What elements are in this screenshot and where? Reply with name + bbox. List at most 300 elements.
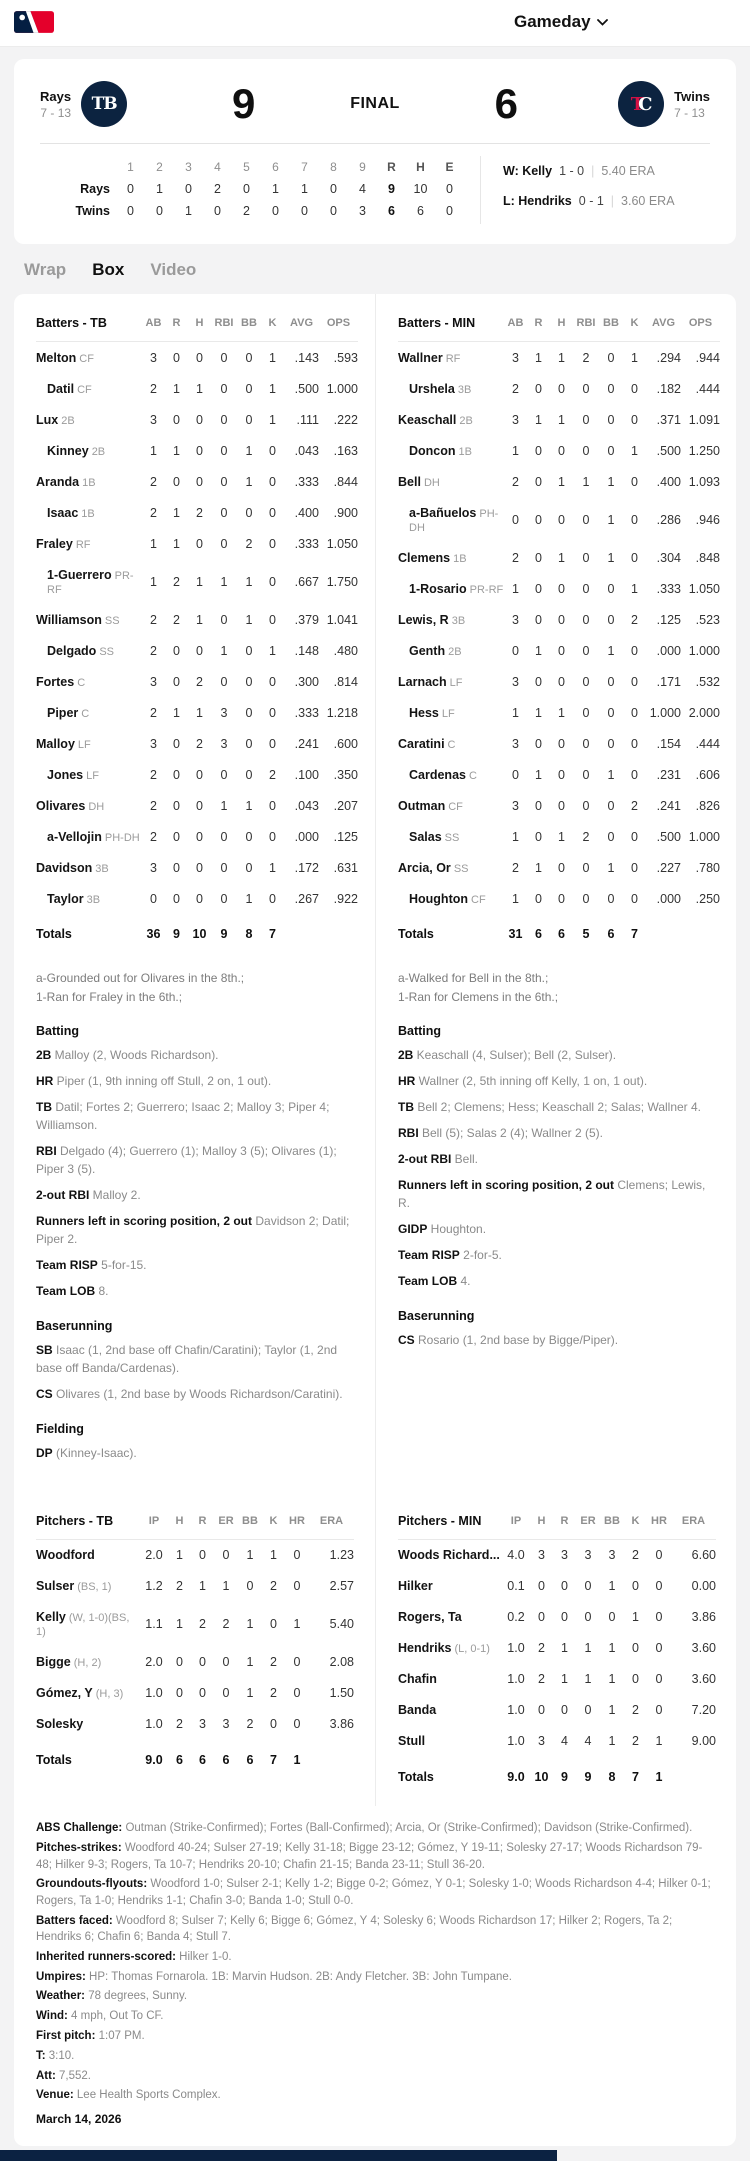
player-name[interactable]: Banda <box>398 1703 437 1718</box>
stat-cell: 0 <box>269 705 276 720</box>
pitchers-table <box>398 1506 716 1793</box>
player-name[interactable]: Malloy <box>36 736 75 751</box>
stat-cell: 1.0 <box>145 1686 163 1701</box>
stat-cell: 3 <box>150 350 157 365</box>
batter-row <box>398 666 720 697</box>
player-position: LF <box>441 707 455 720</box>
stat-cell: 0 <box>535 512 542 527</box>
player-name[interactable]: Kelly <box>36 1610 66 1625</box>
pitcher-qualifier: (H, 3) <box>95 1688 124 1701</box>
stat-cell: .000 <box>656 891 681 906</box>
stat-cell: 0 <box>173 643 180 658</box>
player-name[interactable]: 1-Guerrero <box>47 567 112 582</box>
player-name[interactable]: Fraley <box>36 536 73 551</box>
stat-cell: 1 <box>196 574 203 589</box>
stat-cell: 0 <box>196 891 203 906</box>
tab-wrap[interactable]: Wrap <box>24 260 67 279</box>
player-cell <box>398 1726 502 1757</box>
player-name[interactable]: Davidson <box>36 860 93 875</box>
stat-cell: .946 <box>695 512 720 527</box>
stat-cell: .523 <box>695 612 720 627</box>
player-cell <box>398 1571 502 1602</box>
batter-row <box>398 604 720 635</box>
player-name[interactable]: Hilker <box>398 1579 433 1594</box>
totals-row <box>36 914 358 950</box>
stat-cell: 1 <box>607 550 615 565</box>
player-name[interactable]: Datil <box>47 381 75 396</box>
stat-cell: 1 <box>173 505 180 520</box>
player-name[interactable]: Gómez, Y <box>36 1686 93 1701</box>
player-name[interactable]: Solesky <box>36 1717 84 1732</box>
stat-cell: 0 <box>220 350 228 365</box>
note-label: DP <box>36 1445 53 1460</box>
inning-header: R <box>387 160 396 174</box>
player-cell <box>36 1678 140 1709</box>
game-note-label: Inherited runners-scored: <box>36 1950 176 1963</box>
player-name[interactable]: Sulser <box>36 1579 75 1594</box>
stat-cell: 0 <box>199 1655 206 1670</box>
stat-cell: 0 <box>196 412 203 427</box>
stat-cell: 2 <box>150 798 157 813</box>
stat-cell: 2 <box>270 1686 277 1701</box>
linescore-team-header <box>44 156 116 178</box>
inning-value: 1 <box>272 182 279 196</box>
stat-cell: 1 <box>173 443 180 458</box>
totals-cell: 31 <box>508 927 523 941</box>
top-nav-bar <box>0 0 750 47</box>
batter-row <box>36 373 358 404</box>
stat-cell: 0 <box>607 581 615 596</box>
stat-cell: 1.000 <box>688 829 720 844</box>
stat-cell: 0 <box>196 767 203 782</box>
gameday-label: Gameday <box>514 12 591 31</box>
totals-cell: 5 <box>582 927 590 941</box>
player-name[interactable]: Woodford <box>36 1548 95 1563</box>
pitchers-title: Pitchers - MIN <box>398 1506 502 1540</box>
stat-cell: 2 <box>631 798 638 813</box>
player-position: SS <box>453 862 469 875</box>
stat-cell: .900 <box>333 505 358 520</box>
player-name[interactable]: Williamson <box>36 612 102 627</box>
inning-header: 5 <box>243 160 250 174</box>
stat-cell: 3 <box>150 860 157 875</box>
totals-cell: 9 <box>220 927 228 941</box>
player-position: C <box>468 769 477 782</box>
player-name[interactable]: Stull <box>398 1734 426 1749</box>
stat-cell: .371 <box>656 412 681 427</box>
player-name[interactable]: Doncon <box>409 443 456 458</box>
player-name[interactable]: Melton <box>36 350 77 365</box>
column-header: BB <box>238 1506 262 1540</box>
player-cell <box>398 435 504 466</box>
player-cell <box>36 435 142 466</box>
stat-cell: 1 <box>196 381 203 396</box>
batter-row <box>36 435 358 466</box>
stat-cell: 1 <box>245 474 253 489</box>
player-name[interactable]: Bell <box>398 474 421 489</box>
note-line: SB Isaac (1, 2nd base off Chafin/Caratini); Taylor (1, 2nd base off Banda/Cardenas). <box>36 1342 338 1375</box>
player-position: RF <box>445 352 461 365</box>
inning-value: 2 <box>214 182 221 196</box>
stat-cell: 0 <box>631 643 638 658</box>
totals-cell: 7 <box>632 1769 639 1784</box>
stat-cell: 1.050 <box>326 536 358 551</box>
note-label: TB <box>36 1099 52 1114</box>
batter-row <box>36 728 358 759</box>
stat-cell: 1 <box>632 1610 639 1625</box>
note-line: RBI Bell (5); Salas 2 (4); Wallner 2 (5). <box>398 1125 603 1140</box>
player-name[interactable]: Keaschall <box>398 412 457 427</box>
notes-section-title: Batting <box>36 1023 80 1038</box>
batter-row <box>36 342 358 374</box>
stat-cell: 1 <box>246 1548 254 1563</box>
linescore-team: Rays <box>80 182 110 196</box>
stat-cell: 3.86 <box>329 1717 354 1732</box>
player-position: 2B <box>91 445 106 458</box>
away-team-name: Rays <box>40 88 72 104</box>
twins-logo[interactable]: TC <box>618 81 664 127</box>
stat-cell: 0 <box>607 612 615 627</box>
stat-cell: 0 <box>220 767 228 782</box>
player-name[interactable]: Houghton <box>409 891 469 906</box>
inning-header: H <box>416 160 425 174</box>
player-name[interactable]: 1-Rosario <box>409 581 467 596</box>
home-team-record: 7 - 13 <box>674 105 705 120</box>
batter-row <box>36 559 358 604</box>
column-header: AVG <box>646 308 681 342</box>
player-cell <box>36 821 142 852</box>
note-line: Runners left in scoring position, 2 out Clemens; Lewis, R. <box>398 1177 706 1210</box>
substitution-note: 1-Ran for Clemens in the 6th.; <box>398 989 559 1004</box>
stat-cell: 0 <box>631 891 638 906</box>
stat-cell: 1 <box>558 412 565 427</box>
stat-cell: 0 <box>584 1703 592 1718</box>
stat-cell: 3 <box>220 736 228 751</box>
totals-label: Totals <box>36 927 72 941</box>
rays-logo[interactable]: TB <box>81 81 127 127</box>
stat-cell: 0 <box>220 443 228 458</box>
stat-cell: 0 <box>582 550 590 565</box>
stat-cell: .125 <box>333 829 358 844</box>
inning-header: 4 <box>214 160 221 174</box>
losing-pitcher: L: Hendriks 0 - 1 | 3.60 ERA <box>503 194 675 208</box>
stat-cell: 0 <box>558 674 565 689</box>
stat-cell: 0 <box>293 1717 301 1732</box>
stat-cell: 0 <box>632 1579 639 1594</box>
stat-cell: 0 <box>655 1548 663 1563</box>
stat-cell: 0 <box>631 550 638 565</box>
note-label: HR <box>398 1073 416 1088</box>
totals-cell: 6 <box>607 927 615 941</box>
totals-label: Totals <box>36 1752 72 1767</box>
totals-cell <box>319 914 358 950</box>
stat-cell: .143 <box>294 350 319 365</box>
pitcher-row <box>36 1539 354 1571</box>
stat-cell: .400 <box>294 505 319 520</box>
stat-cell: 0 <box>561 1610 568 1625</box>
column-header: BB <box>599 308 623 342</box>
player-name[interactable]: Olivares <box>36 798 86 813</box>
stat-cell: 0 <box>632 1672 639 1687</box>
stat-cell: 2.000 <box>688 705 720 720</box>
stat-cell: 0 <box>631 512 638 527</box>
stat-cell: 2 <box>196 736 203 751</box>
stat-cell: .300 <box>294 674 319 689</box>
player-position: 1B <box>453 552 467 565</box>
player-name[interactable]: a-Bañuelos <box>409 505 477 520</box>
stat-cell: 3 <box>608 1548 616 1563</box>
column-header: AB <box>504 308 527 342</box>
column-header: H <box>550 308 573 342</box>
pitcher-decisions <box>480 156 736 224</box>
player-cell <box>398 342 504 374</box>
stat-cell: 1 <box>608 1641 616 1656</box>
stat-cell: 1 <box>561 1641 568 1656</box>
column-header: R <box>527 308 550 342</box>
player-name[interactable]: Hess <box>409 705 439 720</box>
player-name[interactable]: Cardenas <box>409 767 466 782</box>
stat-cell: 0 <box>582 612 590 627</box>
stat-cell: 0 <box>607 350 615 365</box>
stat-cell: .500 <box>656 829 681 844</box>
mlb-logo[interactable] <box>14 11 54 38</box>
stat-cell: 0 <box>631 736 638 751</box>
column-header: AVG <box>284 308 319 342</box>
player-position: 2B <box>61 414 75 427</box>
note-line: 2-out RBI Malloy 2. <box>36 1187 141 1202</box>
pitcher-qualifier: (H, 2) <box>73 1657 102 1670</box>
player-cell <box>36 666 142 697</box>
totals-cell: 10 <box>192 927 207 941</box>
gameday-menu[interactable] <box>514 12 608 32</box>
stat-cell: .207 <box>333 798 358 813</box>
tab-box[interactable]: Box <box>92 260 125 279</box>
stat-cell: .286 <box>656 512 681 527</box>
player-name[interactable]: Fortes <box>36 674 75 689</box>
stat-cell: 2 <box>269 767 276 782</box>
stat-cell: 2 <box>512 550 519 565</box>
player-name[interactable]: Delgado <box>47 643 97 658</box>
home-team <box>542 81 710 127</box>
game-note-label: Pitches-strikes: <box>36 1842 122 1855</box>
stat-cell: .606 <box>695 767 720 782</box>
stat-cell: 0 <box>173 798 180 813</box>
player-name[interactable]: Piper <box>47 705 79 720</box>
inning-header: 3 <box>185 160 192 174</box>
game-note-line: Inherited runners-scored: Hilker 1-0. <box>36 1950 232 1963</box>
stat-cell: 0 <box>631 705 638 720</box>
stat-cell: 2 <box>632 1703 639 1718</box>
pitcher-row <box>36 1647 354 1678</box>
stat-cell: 0 <box>582 581 590 596</box>
player-name[interactable]: Jones <box>47 767 84 782</box>
pitcher-row <box>398 1695 716 1726</box>
stat-cell: 1 <box>561 1672 568 1687</box>
note-label: TB <box>398 1099 414 1114</box>
stat-cell: 1 <box>607 512 615 527</box>
stat-cell: 2 <box>176 1717 183 1732</box>
stat-cell: 2 <box>632 1734 639 1749</box>
player-name[interactable]: Arcia, Or <box>398 860 451 875</box>
pitcher-row <box>36 1602 354 1647</box>
pitcher-qualifier: (BS, 1) <box>77 1581 112 1594</box>
stat-cell: 4.0 <box>507 1548 525 1563</box>
game-note-line: Att: 7,552. <box>36 2069 91 2082</box>
player-name[interactable]: Larnach <box>398 674 447 689</box>
stat-cell: 0 <box>173 474 180 489</box>
stat-cell: .532 <box>695 674 720 689</box>
game-note-label: Umpires: <box>36 1970 86 1983</box>
player-name[interactable]: Hendriks <box>398 1641 452 1656</box>
player-cell <box>36 1647 140 1678</box>
stat-cell: 0 <box>582 512 590 527</box>
stat-cell: 1.000 <box>649 705 681 720</box>
note-label: GIDP <box>398 1221 428 1236</box>
column-header: H <box>188 308 211 342</box>
player-name[interactable]: Rogers, Ta <box>398 1610 462 1625</box>
home-team-name: Twins <box>674 88 710 104</box>
stat-cell: 0 <box>535 550 542 565</box>
note-line: CS Rosario (1, 2nd base by Bigge/Piper). <box>398 1332 619 1347</box>
player-name[interactable]: Clemens <box>398 550 451 565</box>
inning-header: 1 <box>127 160 134 174</box>
stat-cell: 0.2 <box>507 1610 525 1625</box>
player-name[interactable]: Lewis, R <box>398 612 449 627</box>
stat-cell: 0 <box>582 891 590 906</box>
stat-cell: 1.2 <box>145 1579 163 1594</box>
game-note-line: Venue: Lee Health Sports Complex. <box>36 2089 221 2102</box>
stat-cell: 1 <box>607 643 615 658</box>
stat-cell: 0 <box>584 1579 592 1594</box>
note-line: HR Wallner (2, 5th inning off Kelly, 1 on, 1 out). <box>398 1073 648 1088</box>
player-name[interactable]: Isaac <box>47 505 79 520</box>
stat-cell: 0 <box>535 891 542 906</box>
stat-cell: 1 <box>173 381 180 396</box>
player-name[interactable]: Wallner <box>398 350 443 365</box>
game-note-line: Wind: 4 mph, Out To CF. <box>36 2010 164 2023</box>
stat-cell: 2.08 <box>329 1655 354 1670</box>
stat-cell: 0 <box>582 798 590 813</box>
player-name[interactable]: Urshela <box>409 381 455 396</box>
totals-label: Totals <box>398 927 434 941</box>
note-line: 2-out RBI Bell. <box>398 1151 479 1166</box>
player-name[interactable]: Outman <box>398 798 446 813</box>
player-name[interactable]: Bigge <box>36 1655 71 1670</box>
player-name[interactable]: Caratini <box>398 736 445 751</box>
tab-video[interactable]: Video <box>150 260 197 279</box>
note-label: 2-out RBI <box>36 1187 90 1202</box>
stat-cell: 2 <box>196 505 203 520</box>
stat-cell: 0 <box>607 705 615 720</box>
stat-cell: 3 <box>220 705 228 720</box>
player-cell <box>36 635 142 666</box>
note-label: Runners left in scoring position, 2 out <box>36 1213 253 1228</box>
pitcher-row <box>36 1678 354 1709</box>
stat-cell: 2 <box>582 829 590 844</box>
stat-cell: 0 <box>512 767 519 782</box>
player-name[interactable]: Taylor <box>47 891 84 906</box>
stat-cell: .172 <box>294 860 319 875</box>
stat-cell: 2 <box>150 829 157 844</box>
stat-cell: 3 <box>538 1548 545 1563</box>
stat-cell: 2 <box>150 643 157 658</box>
pitchers-section <box>14 1476 736 1807</box>
player-name[interactable]: Chafin <box>398 1672 437 1687</box>
stat-cell: 0 <box>222 1655 230 1670</box>
stat-cell: 0 <box>173 860 180 875</box>
stat-cell: .111 <box>296 412 319 427</box>
stat-cell: .480 <box>333 643 358 658</box>
stat-cell: 1 <box>270 1548 277 1563</box>
stat-cell: 1 <box>220 574 228 589</box>
stat-cell: 0 <box>631 829 638 844</box>
stat-cell: 1 <box>607 474 615 489</box>
player-cell <box>398 1695 502 1726</box>
player-position: CF <box>448 800 463 813</box>
player-name[interactable]: Woods Richard... <box>398 1548 500 1563</box>
stat-cell: 0 <box>269 674 276 689</box>
stat-cell: 0 <box>173 891 180 906</box>
totals-cell: 8 <box>245 927 253 941</box>
stat-cell: .944 <box>695 350 720 365</box>
stat-cell: 2 <box>173 612 180 627</box>
stat-cell: 1 <box>222 1579 230 1594</box>
column-header: H <box>168 1506 191 1540</box>
stat-cell: 1 <box>220 643 228 658</box>
stat-cell: 0 <box>582 860 590 875</box>
stat-cell: 2 <box>270 1579 277 1594</box>
stat-cell: 1 <box>608 1703 616 1718</box>
game-note-line: ABS Challenge: Outman (Strike-Confirmed); Fortes (Ball-Confirmed); Arcia, Or (Strike-Confirmed); Davidson (Strike-Confirmed). <box>36 1822 693 1835</box>
stat-cell: 3 <box>584 1548 592 1563</box>
runs-value: 9 <box>388 182 395 196</box>
stat-cell: 0 <box>582 381 590 396</box>
stat-cell: 0 <box>173 674 180 689</box>
note-label: SB <box>36 1342 53 1357</box>
note-label: HR <box>36 1073 54 1088</box>
player-name[interactable]: a-Vellojin <box>47 829 102 844</box>
column-header: RBI <box>211 308 237 342</box>
player-name[interactable]: Kinney <box>47 443 89 458</box>
totals-cell <box>646 914 681 950</box>
stat-cell: 0 <box>584 1610 592 1625</box>
player-cell <box>36 1571 140 1602</box>
batter-row <box>398 697 720 728</box>
box-score-card <box>14 294 736 2146</box>
batter-row <box>36 697 358 728</box>
player-cell <box>398 821 504 852</box>
stat-cell: 1 <box>269 860 276 875</box>
player-cell <box>398 666 504 697</box>
totals-cell: 9 <box>561 1769 568 1784</box>
player-name[interactable]: Salas <box>409 829 442 844</box>
player-cell <box>36 559 142 604</box>
inning-value: 1 <box>301 182 308 196</box>
player-position: 3B <box>451 614 466 627</box>
player-name[interactable]: Genth <box>409 643 446 658</box>
column-header: RBI <box>573 308 599 342</box>
batter-row <box>36 821 358 852</box>
inning-header: 2 <box>156 160 163 174</box>
stat-cell: 0 <box>631 860 638 875</box>
stat-cell: 0 <box>655 1610 663 1625</box>
stat-cell: 0 <box>535 581 542 596</box>
player-name[interactable]: Lux <box>36 412 59 427</box>
player-name[interactable]: Aranda <box>36 474 80 489</box>
stat-cell: 0 <box>196 860 203 875</box>
stat-cell: 2 <box>632 1548 639 1563</box>
stat-cell: 1 <box>535 350 542 365</box>
